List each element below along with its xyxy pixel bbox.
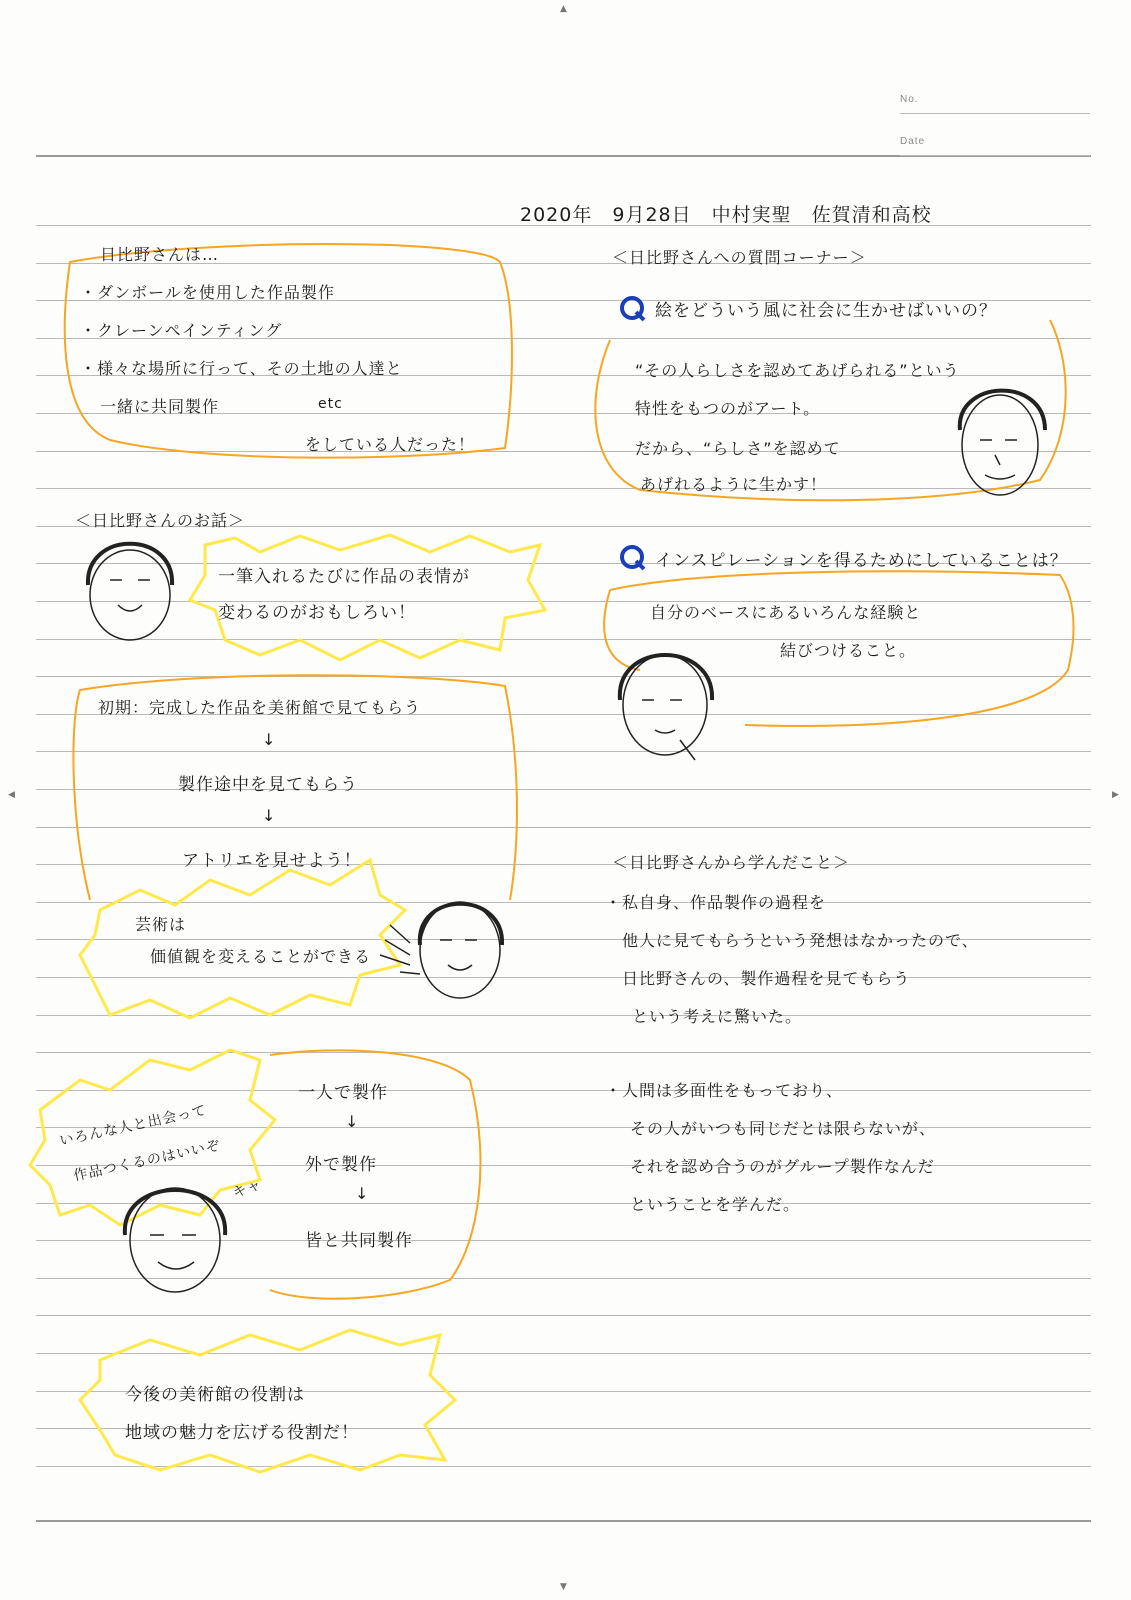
flow1-arrow1: ↓: [262, 730, 277, 749]
flow2-arrow1: ↓: [345, 1112, 360, 1131]
learned-p2-line: その人がいつも同じだとは限らないが、: [630, 1119, 937, 1138]
q2-answer-line: 結びつけること。: [780, 641, 917, 660]
flow1-line1: 初期：完成した作品を美術館で見てもらう: [98, 698, 422, 717]
face-sketch-talk: [88, 544, 172, 640]
top-center-mark: ▲: [560, 4, 567, 14]
flow1-line3: アトリエを見せよう！: [182, 851, 362, 871]
learned-p2-line: それを認め合うのがグループ製作なんだ: [630, 1157, 935, 1176]
talk-bubble-line: 変わるのがおもしろい！: [218, 603, 416, 623]
q1-marker: [622, 298, 644, 320]
q2-question: インスピレーションを得るためにしていることは？: [655, 551, 1068, 571]
no-label: No.: [900, 94, 919, 105]
profile-item: ・クレーンペインティング: [80, 321, 283, 340]
talk-heading: ＜日比野さんのお話＞: [75, 511, 246, 530]
q2-marker: [622, 547, 644, 569]
flow2-line2: 外で製作: [305, 1155, 377, 1175]
q1-question: 絵をどういう風に社会に生かせばいいの？: [655, 301, 997, 321]
flow2-arrow2: ↓: [355, 1184, 370, 1203]
face-sketch-q2: [620, 655, 712, 760]
learned-p1-line: という考えに驚いた。: [632, 1007, 803, 1026]
flow1-line2: 製作途中を見てもらう: [178, 775, 358, 795]
profile-etc: etc: [318, 396, 343, 412]
meet-burst-line: 作品つくるのはいいぞ: [72, 1137, 223, 1185]
q1-answer-line: だから、“らしさ”を認めて: [635, 439, 841, 458]
art-value-burst: [80, 860, 405, 1018]
talk-bubble-line: 一筆入れるたびに作品の表情が: [218, 567, 470, 587]
profile-closing: をしている人だった！: [305, 435, 476, 454]
bottom-center-mark: ▼: [560, 1582, 567, 1592]
q1-answer-line: あげれるように生かす！: [640, 475, 828, 494]
q2-answer-line: 自分のベースにあるいろんな経験と: [650, 603, 922, 622]
profile-item: 一緒に共同製作: [100, 397, 220, 416]
art-burst-line: 価値観を変えることができる: [150, 947, 372, 966]
flow2-line3: 皆と共同製作: [305, 1231, 413, 1251]
learned-p1-line: 他人に見てもらうという発想はなかったので、: [622, 931, 979, 950]
date-label: Date: [900, 136, 926, 147]
left-center-mark: ◀: [8, 790, 15, 800]
learned-p1-line: 日比野さんの、製作過程を見てもらう: [622, 969, 911, 988]
art-burst-line: 芸術は: [135, 915, 187, 934]
museum-burst-line: 今後の美術館の役割は: [125, 1385, 305, 1405]
flow2-line1: 一人で製作: [298, 1083, 388, 1103]
learned-heading: ＜日比野さんから学んだこと＞: [612, 853, 851, 872]
profile-intro: 日比野さんは…: [100, 245, 220, 264]
learned-p2-line: ・人間は多面性をもっており、: [605, 1081, 844, 1100]
right-center-mark: ▶: [1112, 790, 1119, 800]
sfx-text: キャ: [230, 1176, 265, 1202]
learned-p2-line: ということを学んだ。: [630, 1195, 801, 1214]
flow1-arrow2: ↓: [262, 806, 277, 825]
profile-bubble: [65, 244, 512, 458]
profile-item: ・ダンボールを使用した作品製作: [80, 283, 335, 302]
q1-answer-line: 特性をもつのがアート。: [635, 399, 821, 418]
q1-answer-line: “その人らしさを認めてあげられる”という: [635, 361, 960, 380]
qa-heading: ＜日比野さんへの質問コーナー＞: [612, 248, 867, 267]
profile-item: ・様々な場所に行って、その土地の人達と: [80, 359, 403, 378]
date-name-school: 2020年 9月28日 中村実聖 佐賀清和高校: [520, 204, 932, 226]
face-sketch-q1: [960, 391, 1045, 495]
museum-burst-line: 地域の魅力を広げる役割だ！: [125, 1423, 359, 1443]
meet-burst-line: いろんな人と出会って: [58, 1102, 209, 1150]
learned-p1-line: ・私自身、作品製作の過程を: [605, 893, 827, 912]
